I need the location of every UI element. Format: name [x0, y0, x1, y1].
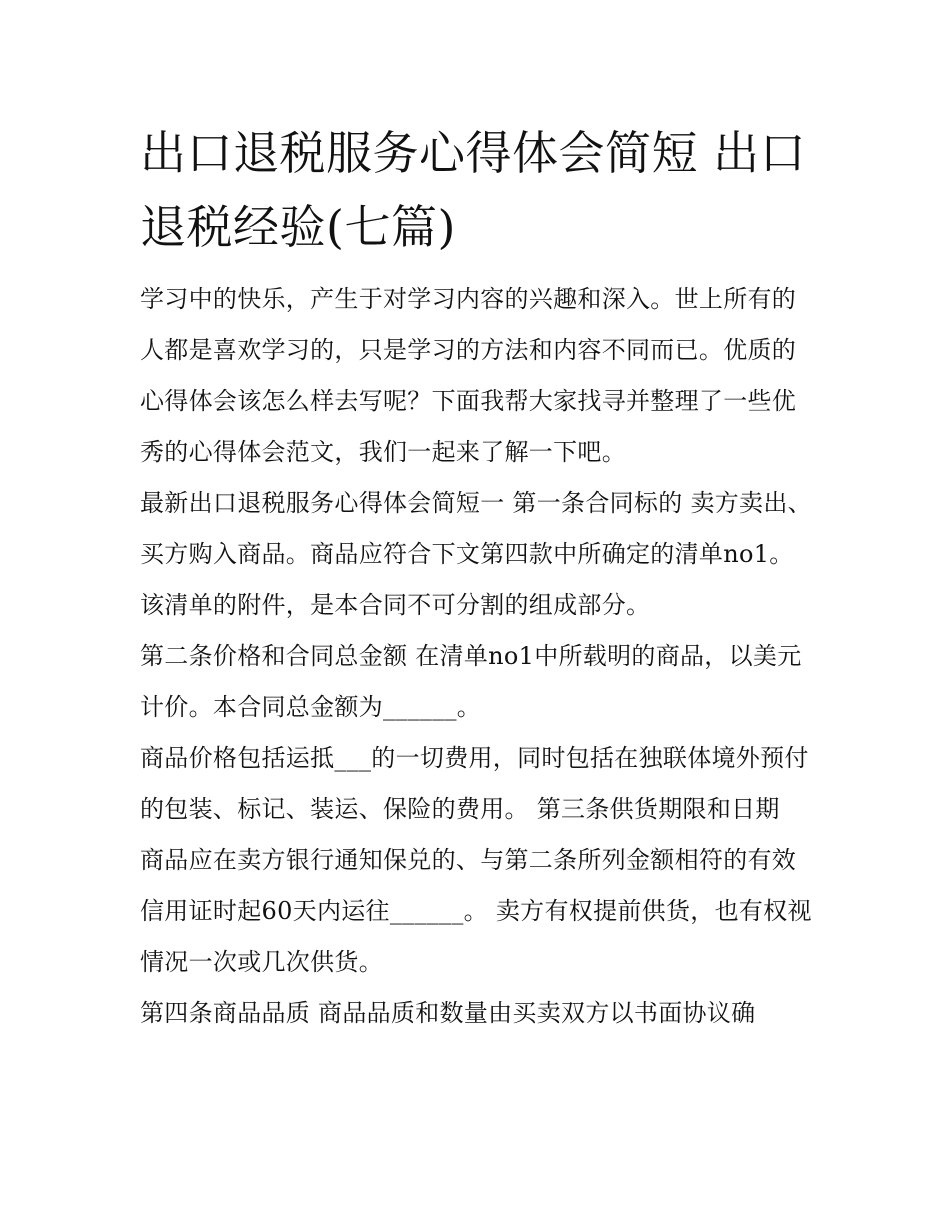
- paragraph-contract-subject: 最新出口退税服务心得体会简短一 第一条合同标的 卖方卖出、买方购入商品。商品应符合下文第四款中所确定的清单no1。该清单的附件，是本合同不可分割的组成部分。: [140, 489, 812, 619]
- paragraph-price-includes: 商品价格包括运抵___的一切费用，同时包括在独联体境外预付的包装、标记、装运、保险的费用。 第三条供货期限和日期: [140, 744, 809, 823]
- document-page: [140, 116, 815, 1039]
- document-title: 出口退税服务心得体会简短 出口退税经验(七篇): [140, 126, 807, 254]
- paragraph-price: 第二条价格和合同总金额 在清单no1中所载明的商品，以美元计价。本合同总金额为______。: [140, 642, 802, 721]
- paragraph-delivery: 商品应在卖方银行通知保兑的、与第二条所列金额相符的有效信用证时起60天内运往______。 卖方有权提前供货，也有权视情况一次或几次供货。: [140, 846, 812, 976]
- paragraph-quality: 第四条商品品质 商品品质和数量由买卖双方以书面协议确: [140, 999, 756, 1027]
- paragraph-intro: 学习中的快乐，产生于对学习内容的兴趣和深入。世上所有的人都是喜欢学习的，只是学习的方法和内容不同而已。优质的心得体会该怎么样去写呢？下面我帮大家找寻并整理了一些优秀的心得体会范文，我们一起来了解一下吧。: [140, 285, 797, 466]
